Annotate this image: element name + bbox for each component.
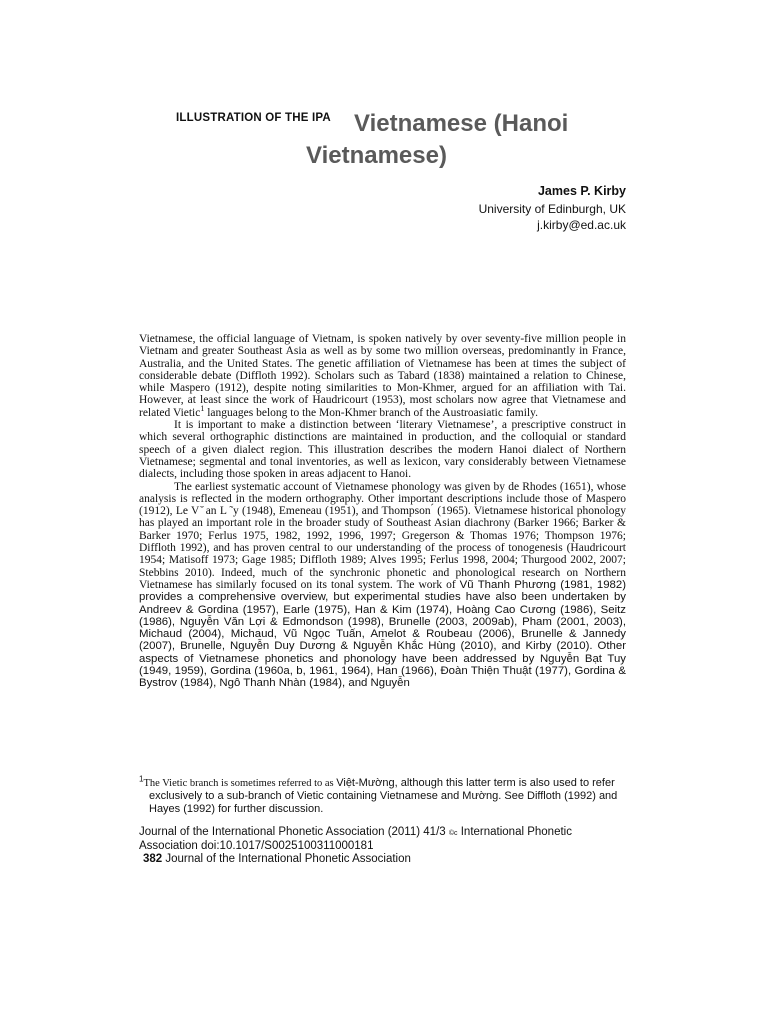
- article-title-line1: Vietnamese (Hanoi: [354, 110, 569, 137]
- paragraph-2: It is important to make a distinction between ‘literary Vietnamese’, a prescriptive construct in which several orthographic distinctions are maintained in production, and the colloquial or standard speech of a given dialect region. This illustration describes the modern Hanoi dialect of Northern Vietnamese; segmental and tonal inventories, as well as lexicon, vary considerably between Vietnamese dialects, including those spoken in areas adjacent to Hanoi.: [139, 419, 626, 481]
- footnote: [139, 774, 626, 816]
- author-block: [479, 183, 626, 233]
- footnote-marker: 1: [139, 774, 144, 784]
- journal-doi[interactable]: Association doi:10.1017/S0025100311000181: [139, 840, 374, 852]
- paragraph-3-sans: Vũ Thanh Phương (1981, 1982) provides a comprehensive overview, but experimental studies have also been undertaken by Andreev & Gordina (1957), Earle (1975), Han & Kim (1974), Hoàng Cao Cương (1986), Seitz (1986), Nguyễn Văn Lợi & Edmondson (1998), Brunelle (2003, 2009ab), Pham (2001, 2003), Michaud (2004), Michaud, Vũ Ngọc Tuấn, Amelot & Roubeau (2006), Brunelle & Jannedy (2007), Brunelle, Nguyễn Duy Dương & Nguyễn Khắc Hùng (2010), and Kirby (2010). Other aspects of Vietnamese phonetics and phonology have been addressed by Nguyễn Bạt Tuy (1949, 1959), Gordina (1960a, b, 1961, 1964), Han (1966), Đoàn Thiện Thuật (1977), Gordina & Bystrov (1984), Ngô Thanh Nhàn (1984), and Nguyễn: [139, 578, 626, 690]
- article-title-line2: Vietnamese): [306, 142, 447, 169]
- journal-citation: Journal of the International Phonetic Association (2011) 41/3: [139, 826, 449, 838]
- footnote-ref[interactable]: 1: [200, 403, 205, 413]
- paragraph-1-text: Vietnamese, the official language of Vietnam, is spoken natively by over seventy-five million people in Vietnam and greater Southeast Asia as well as by some two million overseas, predominantly in France, Australia, and the United States. The genetic affiliation of Vietnamese has been at times the subject of considerable debate (Diffloth 1992). Scholars such as Tabard (1838) maintained a relation to Chinese, while Maspero (1912), despite noting similarities to Mon-Khmer, argued for an affiliation with Tai. However, at least since the work of Haudricourt (1953), most scholars now agree that Vietnamese and related Vietic: [139, 333, 626, 419]
- author-affiliation: University of Edinburgh, UK: [478, 202, 626, 216]
- paragraph-3-serif: The earliest systematic account of Vietnamese phonology was given by de Rhodes (1651), whose analysis is reflected in the modern orthography. Other important descriptions include those of Maspero (1912), Le V ̆ an L ̃ y (1948), Emeneau (1951), and Thompson ́ (1965). Vietnamese historical phonology has played an important role in the broader study of Southeast Asian diachrony (Barker 1966; Barker & Barker 1970; Ferlus 1975, 1982, 1992, 1996, 1997; Gregerson & Thomas 1976; Thompson 1976; Diffloth 1992), and has proven central to our understanding of the process of tonogenesis (Haudricourt 1954; Matisoff 1973; Gage 1985; Diffloth 1989; Alves 1995; Ferlus 1998, 2004; Thurgood 2002, 2007; Stebbins 2010). Indeed, much of the synchronic phonetic and phonological research on Northern Vietnamese has similarly focused on its tonal system. The work of: [139, 480, 626, 591]
- author-email[interactable]: j.kirby@ed.ac.uk: [537, 218, 626, 232]
- footnote-second-run: Việt-Mường, although this latter term is also used to refer: [336, 777, 615, 789]
- journal-citation-end: International Phonetic: [457, 826, 572, 838]
- series-label: ILLUSTRATION OF THE IPA: [176, 112, 331, 124]
- paragraph-1: [139, 333, 626, 419]
- page-journal-name: Journal of the International Phonetic Association: [162, 853, 411, 865]
- page-number: 382: [143, 853, 163, 865]
- article-title: [306, 108, 646, 172]
- page-footer: [139, 853, 634, 866]
- footnote-rest: exclusively to a sub-branch of Vietic containing Vietnamese and Mường. See Diffloth (1992) and Hayes (1992) for further discussion.: [149, 790, 618, 815]
- footnote-first-run: The Vietic branch is sometimes referred to as: [143, 778, 337, 789]
- paragraph-1-end: languages belong to the Mon-Khmer branch of the Austroasiatic family.: [204, 406, 538, 419]
- copyright-symbol: ©c: [448, 830, 458, 837]
- paragraph-3: [139, 481, 626, 690]
- journal-info: [139, 826, 634, 866]
- author-name: James P. Kirby: [537, 184, 626, 198]
- article-body: [139, 333, 626, 690]
- journal-line-1: [139, 826, 634, 840]
